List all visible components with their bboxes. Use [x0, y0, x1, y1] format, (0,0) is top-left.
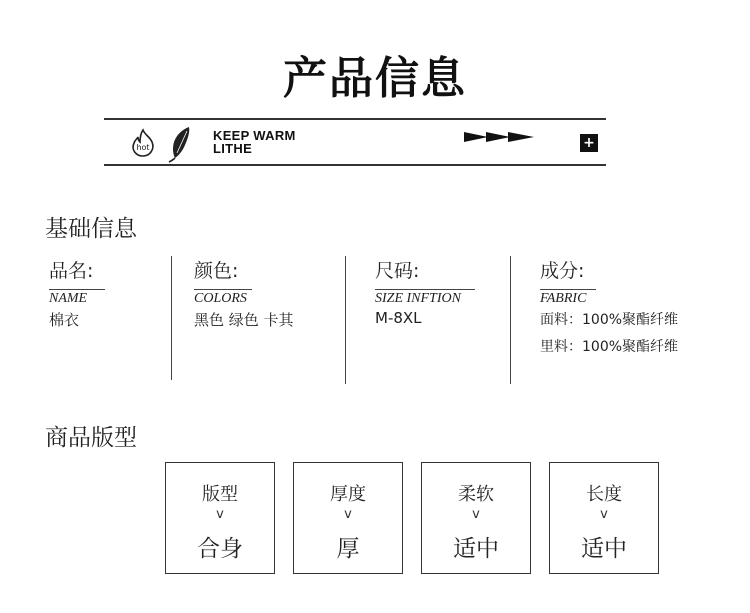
chevron-down-icon: v [600, 507, 608, 522]
size-value: M-8XL [375, 309, 422, 327]
softness-box-label: 柔软 [458, 484, 494, 505]
fit-box-value: 合身 [197, 536, 243, 562]
colors-sub-label: COLORS [194, 289, 252, 307]
column-divider [345, 256, 346, 384]
page-title: 产品信息 [283, 53, 467, 104]
size-sub-label: SIZE INFTION [375, 289, 475, 307]
thickness-box [293, 462, 403, 574]
length-box-label: 长度 [586, 484, 622, 505]
banner-top-line [104, 118, 606, 120]
column-size [375, 256, 475, 327]
length-box-value: 适中 [581, 536, 627, 562]
banner-text [213, 129, 296, 155]
basic-info-heading: 基础信息 [45, 216, 137, 242]
length-box [549, 462, 659, 574]
fabric-outer-value: 面料：100%聚酯纤维 [540, 312, 679, 328]
column-divider [171, 256, 172, 380]
column-fabric [540, 256, 678, 356]
fit-heading: 商品版型 [45, 425, 137, 451]
banner-bottom-line [104, 164, 606, 166]
colors-label: 颜色: [194, 260, 239, 282]
column-colors [194, 256, 294, 330]
fabric-label: 成分: [540, 260, 585, 282]
thickness-box-label: 厚度 [330, 484, 366, 505]
banner-line1: KEEP WARM [213, 128, 296, 143]
name-label: 品名: [49, 260, 94, 282]
chevron-down-icon: v [344, 507, 352, 522]
chevron-down-icon: v [472, 507, 480, 522]
softness-box [421, 462, 531, 574]
name-value: 棉衣 [49, 311, 80, 329]
fit-box [165, 462, 275, 574]
column-name [49, 256, 105, 330]
colors-value: 黑色 绿色 卡其 [194, 311, 294, 329]
fabric-sub-label: FABRIC [540, 289, 596, 307]
softness-box-value: 适中 [453, 536, 499, 562]
size-label: 尺码: [375, 260, 420, 282]
feather-icon [165, 125, 195, 163]
hot-icon-text: hot [136, 143, 150, 152]
banner-line2: LITHE [213, 141, 253, 156]
column-divider [510, 256, 511, 384]
thickness-box-value: 厚 [336, 536, 360, 562]
chevron-down-icon: v [216, 507, 224, 522]
name-sub-label: NAME [49, 289, 105, 307]
plus-icon: + [580, 134, 598, 152]
triple-arrow-icon [464, 131, 534, 143]
fit-box-label: 版型 [202, 484, 238, 505]
hot-flame-icon [128, 128, 158, 158]
fabric-lining-value: 里料：100%聚酯纤维 [540, 339, 679, 355]
